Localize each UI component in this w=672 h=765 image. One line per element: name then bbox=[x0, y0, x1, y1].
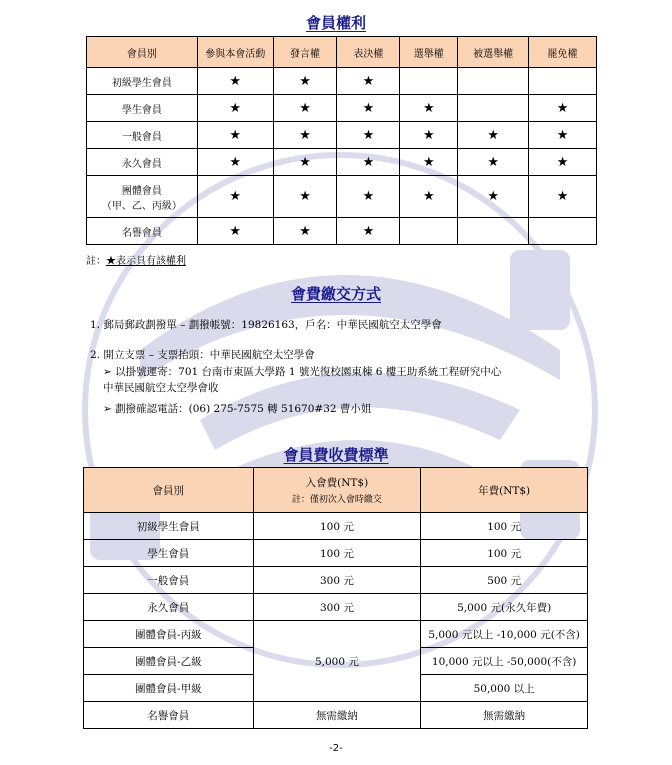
right-mark: ★ bbox=[458, 122, 529, 149]
table-row bbox=[87, 218, 597, 245]
right-mark: ★ bbox=[273, 95, 337, 122]
table-row bbox=[84, 702, 588, 729]
right-mark: ★ bbox=[529, 149, 597, 176]
note-prefix: 註： bbox=[86, 256, 106, 267]
member-type: 學生會員 bbox=[87, 95, 198, 122]
rights-table bbox=[86, 36, 597, 245]
right-mark: ★ bbox=[337, 68, 400, 95]
right-mark: ★ bbox=[197, 149, 273, 176]
right-mark bbox=[458, 218, 529, 245]
right-mark: ★ bbox=[400, 149, 458, 176]
right-mark bbox=[458, 95, 529, 122]
payment-item-2: 2. 開立支票 – 支票抬頭：中華民國航空太空學會 bbox=[90, 349, 315, 361]
page-number: -2- bbox=[329, 743, 343, 754]
rights-header: 表決權 bbox=[337, 37, 400, 68]
fee-type: 團體會員-甲級 bbox=[84, 675, 254, 702]
fee-year: 500 元 bbox=[421, 567, 588, 594]
fee-year: 無需繳納 bbox=[421, 702, 588, 729]
right-mark bbox=[529, 68, 597, 95]
right-mark: ★ bbox=[197, 95, 273, 122]
fee-type: 名譽會員 bbox=[84, 702, 254, 729]
fee-join: 300 元 bbox=[253, 594, 421, 621]
right-mark: ★ bbox=[458, 149, 529, 176]
right-mark: ★ bbox=[273, 218, 337, 245]
rights-header: 發言權 bbox=[273, 37, 337, 68]
right-mark: ★ bbox=[400, 122, 458, 149]
table-row bbox=[87, 149, 597, 176]
fees-header-join-note: 註：僅初次入會時繳交 bbox=[291, 495, 382, 505]
member-type-line2: （甲、乙、丙級） bbox=[101, 200, 182, 212]
fee-year: 100 元 bbox=[421, 540, 588, 567]
table-row bbox=[87, 68, 597, 95]
payment-sub-1: ➢ 以掛號運寄：701 台南市東區大學路 1 號光復校園東棟 6 樓王助系統工程研究中心 bbox=[103, 366, 502, 378]
right-mark: ★ bbox=[529, 95, 597, 122]
fee-type: 初級學生會員 bbox=[84, 513, 254, 540]
right-mark: ★ bbox=[197, 218, 273, 245]
fee-join: 100 元 bbox=[253, 513, 421, 540]
payment-item-1: 1. 郵局郵政劃撥單 – 劃撥帳號：19826163，戶名：中華民國航空太空學會 bbox=[90, 319, 442, 331]
table-row bbox=[84, 621, 588, 648]
fee-type: 團體會員-丙級 bbox=[84, 621, 254, 648]
right-mark bbox=[400, 68, 458, 95]
fee-year: 5,000 元(永久年費) bbox=[421, 594, 588, 621]
right-mark: ★ bbox=[337, 218, 400, 245]
fee-year: 10,000 元以上 -50,000(不含) bbox=[421, 648, 588, 675]
rights-header: 被選舉權 bbox=[458, 37, 529, 68]
fees-header-join-label: 入會費(NT$) bbox=[305, 477, 369, 489]
right-mark bbox=[458, 68, 529, 95]
rights-title: 會員權利 bbox=[305, 14, 366, 32]
right-mark: ★ bbox=[400, 95, 458, 122]
fees-header-year: 年費(NT$) bbox=[421, 468, 588, 513]
right-mark: ★ bbox=[273, 122, 337, 149]
right-mark: ★ bbox=[458, 176, 529, 218]
right-mark: ★ bbox=[337, 122, 400, 149]
right-mark: ★ bbox=[337, 176, 400, 218]
right-mark: ★ bbox=[529, 176, 597, 218]
fee-year: 100 元 bbox=[421, 513, 588, 540]
fee-type: 學生會員 bbox=[84, 540, 254, 567]
member-type bbox=[87, 176, 198, 218]
right-mark: ★ bbox=[273, 176, 337, 218]
fee-type: 永久會員 bbox=[84, 594, 254, 621]
fees-title: 會員費收費標準 bbox=[283, 446, 389, 464]
rights-header: 罷免權 bbox=[529, 37, 597, 68]
right-mark: ★ bbox=[529, 122, 597, 149]
group-join-fee: 5,000 元 bbox=[253, 621, 421, 702]
right-mark: ★ bbox=[337, 95, 400, 122]
right-mark: ★ bbox=[337, 149, 400, 176]
fee-join: 100 元 bbox=[253, 540, 421, 567]
rights-header: 會員別 bbox=[87, 37, 198, 68]
fees-header-row bbox=[84, 468, 588, 513]
fee-join: 300 元 bbox=[253, 567, 421, 594]
table-row bbox=[84, 567, 588, 594]
fee-year: 5,000 元以上 -10,000 元(不含) bbox=[421, 621, 588, 648]
fee-type: 一般會員 bbox=[84, 567, 254, 594]
right-mark: ★ bbox=[400, 176, 458, 218]
right-mark bbox=[400, 218, 458, 245]
payment-title: 會費繳交方式 bbox=[290, 285, 381, 303]
member-type: 初級學生會員 bbox=[87, 68, 198, 95]
table-row bbox=[84, 513, 588, 540]
rights-header: 參與本會活動 bbox=[197, 37, 273, 68]
table-row bbox=[87, 122, 597, 149]
right-mark bbox=[529, 218, 597, 245]
table-row bbox=[87, 95, 597, 122]
fees-header-join bbox=[253, 468, 421, 513]
right-mark: ★ bbox=[197, 176, 273, 218]
right-mark: ★ bbox=[197, 122, 273, 149]
member-type: 永久會員 bbox=[87, 149, 198, 176]
member-type-line1: 團體會員 bbox=[121, 185, 162, 197]
fee-type: 團體會員-乙級 bbox=[84, 648, 254, 675]
rights-header-row bbox=[87, 37, 597, 68]
payment-sub-1b: 中華民國航空太空學會收 bbox=[103, 382, 219, 394]
fee-year: 50,000 以上 bbox=[421, 675, 588, 702]
right-mark: ★ bbox=[273, 68, 337, 95]
fee-join: 無需繳納 bbox=[253, 702, 421, 729]
member-type: 一般會員 bbox=[87, 122, 198, 149]
note-text: ★表示具有該權利 bbox=[106, 256, 186, 267]
fees-table bbox=[83, 467, 588, 729]
right-mark: ★ bbox=[197, 68, 273, 95]
rights-header: 選舉權 bbox=[400, 37, 458, 68]
member-type: 名譽會員 bbox=[87, 218, 198, 245]
payment-sub-2: ➢ 劃撥確認電話：(06) 275-7575 轉 51670#32 曹小姐 bbox=[103, 403, 372, 415]
fees-header-type: 會員別 bbox=[84, 468, 254, 513]
rights-note bbox=[86, 252, 186, 267]
table-row bbox=[84, 594, 588, 621]
table-row bbox=[87, 176, 597, 218]
right-mark: ★ bbox=[273, 149, 337, 176]
table-row bbox=[84, 540, 588, 567]
